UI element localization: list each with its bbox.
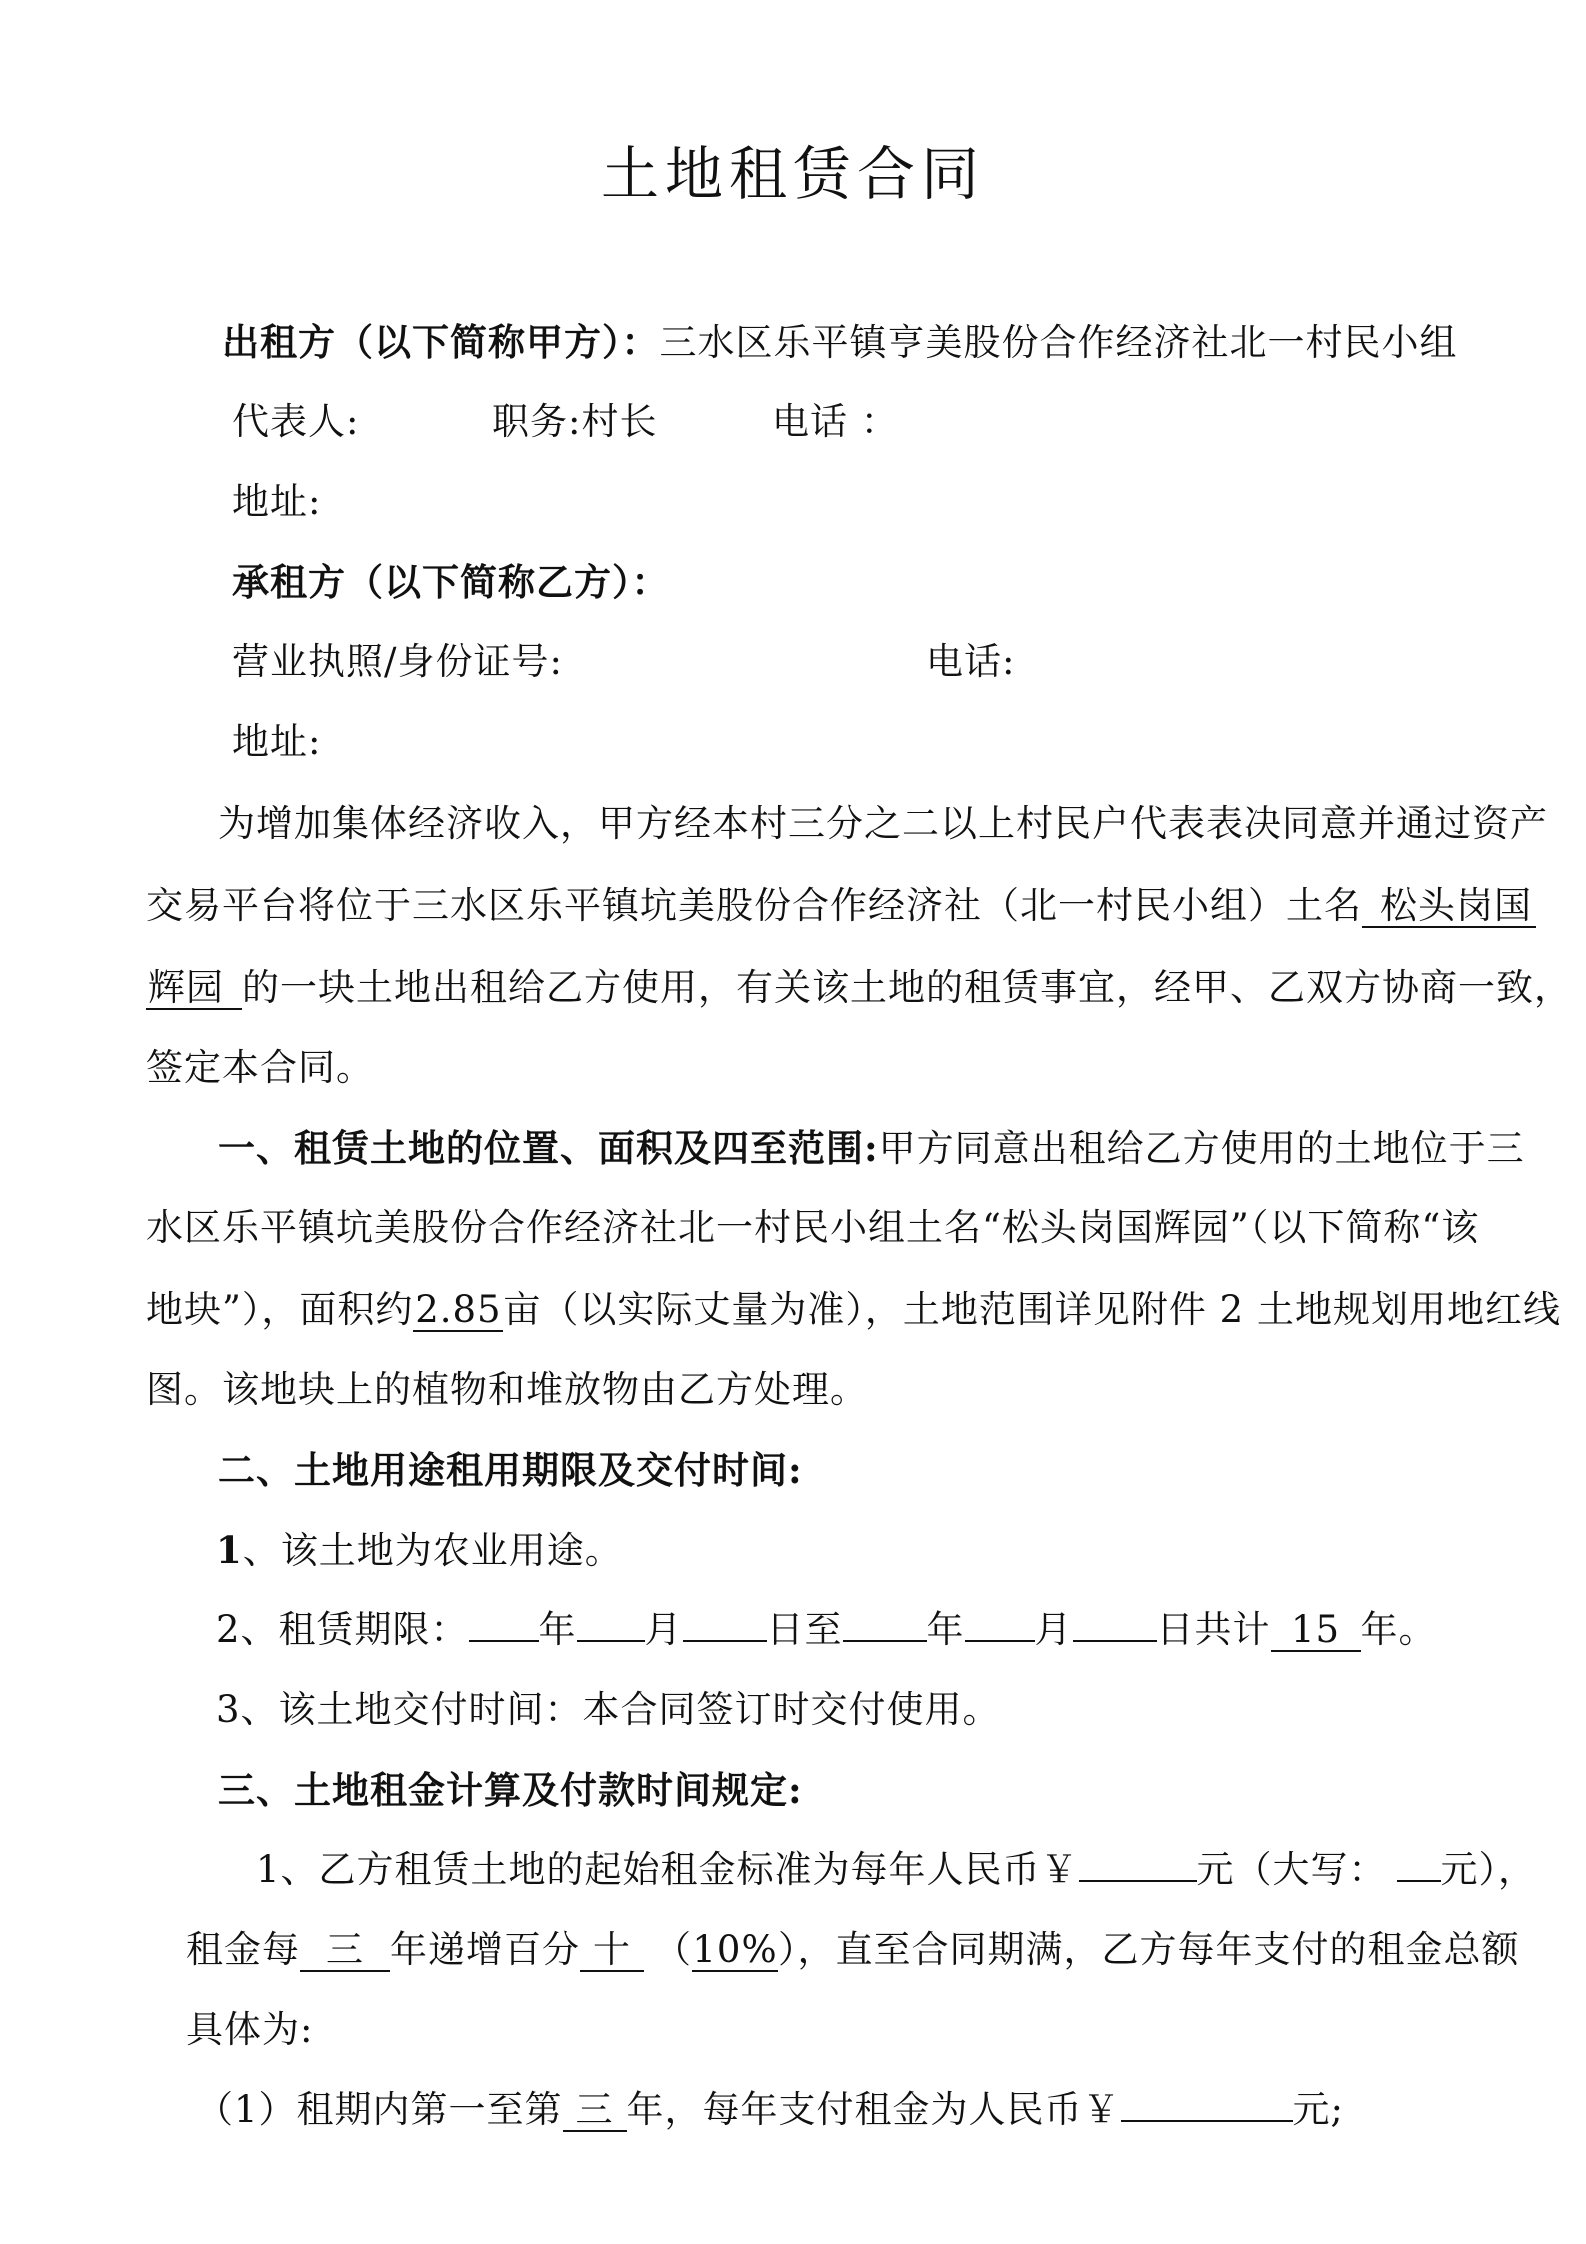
rent-uppercase-blank: [1397, 1880, 1441, 1882]
section1-line-4: 图。该地块上的植物和堆放物由乙方处理。: [146, 1368, 868, 1411]
unit-year: 年: [926, 1608, 965, 1651]
increase-interval-value: 三: [300, 1930, 390, 1972]
section2-item-3: 3、该土地交付时间：本合同签订时交付使用。: [216, 1688, 1001, 1731]
start-month-blank: [577, 1640, 645, 1642]
unit-day-to: 日至: [766, 1608, 843, 1651]
increase-percent-text: 十: [580, 1930, 644, 1972]
lessee-address-label: 地址:: [232, 720, 322, 763]
item-text: 年，每年支付租金为人民币￥: [626, 2088, 1121, 2131]
period-rent-blank: [1121, 2120, 1293, 2122]
lessor-address-label: 地址:: [232, 480, 322, 523]
item-text: 元（大写：: [1196, 1848, 1387, 1891]
lessee-label: 承租方（以下简称乙方）：: [232, 560, 670, 604]
unit-month: 月: [644, 1608, 683, 1651]
end-day-blank: [1073, 1640, 1157, 1642]
section3-heading: 三、土地租金计算及付款时间规定:: [218, 1768, 803, 1812]
end-year-blank: [843, 1640, 927, 1642]
section1-text: 地块”），面积约: [146, 1288, 414, 1331]
preamble-line-1: 为增加集体经济收入，甲方经本村三分之二以上村民户代表表决同意并通过资产: [218, 802, 1548, 845]
lessor-rep-label: 代表人:: [232, 400, 360, 443]
unit-day-total: 日共计: [1156, 1608, 1271, 1651]
item-text: 租金每: [186, 1928, 300, 1971]
lessor-position: 职务:村长: [492, 400, 658, 443]
item-text: 、该土地为农业用途。: [242, 1529, 623, 1572]
lessor-name: 三水区乐平镇亨美股份合作经济社北一村民小组: [659, 321, 1458, 364]
section3-item-1: [256, 1846, 1536, 1894]
item-text: （1）租期内第一至第: [196, 2088, 563, 2131]
item-text: 元），: [1440, 1848, 1537, 1891]
section3-sub-1: [196, 2086, 1344, 2134]
preamble-line-3: [146, 964, 1572, 1012]
section2-item-2: [216, 1606, 1437, 1654]
area-value: 2.85: [415, 1288, 502, 1331]
increase-percent-value: 10%: [692, 1928, 778, 1971]
section1-line-3: [146, 1286, 1561, 1334]
preamble-line-2: [146, 882, 1536, 930]
section1-text: 甲方同意出租给乙方使用的土地位于三: [878, 1127, 1525, 1170]
section1-text: 亩（以实际丈量为准），土地范围详见附件 2 土地规划用地红线: [503, 1288, 1561, 1331]
lessee-license-label: 营业执照/身份证号:: [232, 640, 563, 683]
item-text: 年递增百分: [390, 1928, 580, 1971]
lessee-phone-label: 电话:: [926, 640, 1016, 683]
section1-line-1: [218, 1124, 1525, 1173]
item-text: 元;: [1292, 2088, 1345, 2131]
page-title: 土地租赁合同: [600, 140, 985, 208]
section3-line-2: [186, 1926, 1520, 1974]
start-year-blank: [469, 1640, 539, 1642]
lessor-line: [222, 318, 1458, 367]
lessor-label: 出租方（以下简称甲方）：: [222, 320, 660, 364]
item-text: ），直至合同期满，乙方每年支付的租金总额: [778, 1928, 1520, 1971]
item-number: 1: [216, 1528, 243, 1572]
section1-heading: 一、租赁土地的位置、面积及四至范围:: [218, 1126, 879, 1170]
section2-item-1: [216, 1526, 623, 1575]
unit-year: 年: [538, 1608, 577, 1651]
lessor-phone-label: 电话 ：: [772, 400, 899, 443]
item-text: （: [654, 1928, 692, 1971]
preamble-text: 交易平台将位于三水区乐平镇坑美股份合作经济社（北一村民小组）土名: [146, 884, 1362, 927]
start-day-blank: [683, 1640, 767, 1642]
lease-term-label: 2、租赁期限：: [216, 1608, 469, 1651]
unit-month: 月: [1034, 1608, 1073, 1651]
land-name-part-2: 辉园: [146, 968, 242, 1010]
section3-line-3: 具体为:: [186, 2008, 314, 2051]
section1-line-2: 水区乐平镇坑美股份合作经济社北一村民小组土名“松头岗国辉园”（以下简称“该: [146, 1206, 1480, 1249]
preamble-line-4: 签定本合同。: [146, 1046, 374, 1089]
section2-heading: 二、土地用途租用期限及交付时间:: [218, 1448, 803, 1492]
preamble-text: 的一块土地出租给乙方使用，有关该土地的租赁事宜，经甲、乙双方协商一致，: [242, 966, 1572, 1009]
rent-amount-blank: [1079, 1880, 1197, 1882]
end-month-blank: [965, 1640, 1035, 1642]
land-name-part-1: 松头岗国: [1362, 886, 1536, 928]
item-text: 1、乙方租赁土地的起始租金标准为每年人民币￥: [256, 1848, 1079, 1891]
lease-years-value: 15: [1271, 1610, 1361, 1652]
unit-year-end: 年。: [1360, 1608, 1437, 1651]
period-end-year-value: 三: [563, 2090, 627, 2132]
